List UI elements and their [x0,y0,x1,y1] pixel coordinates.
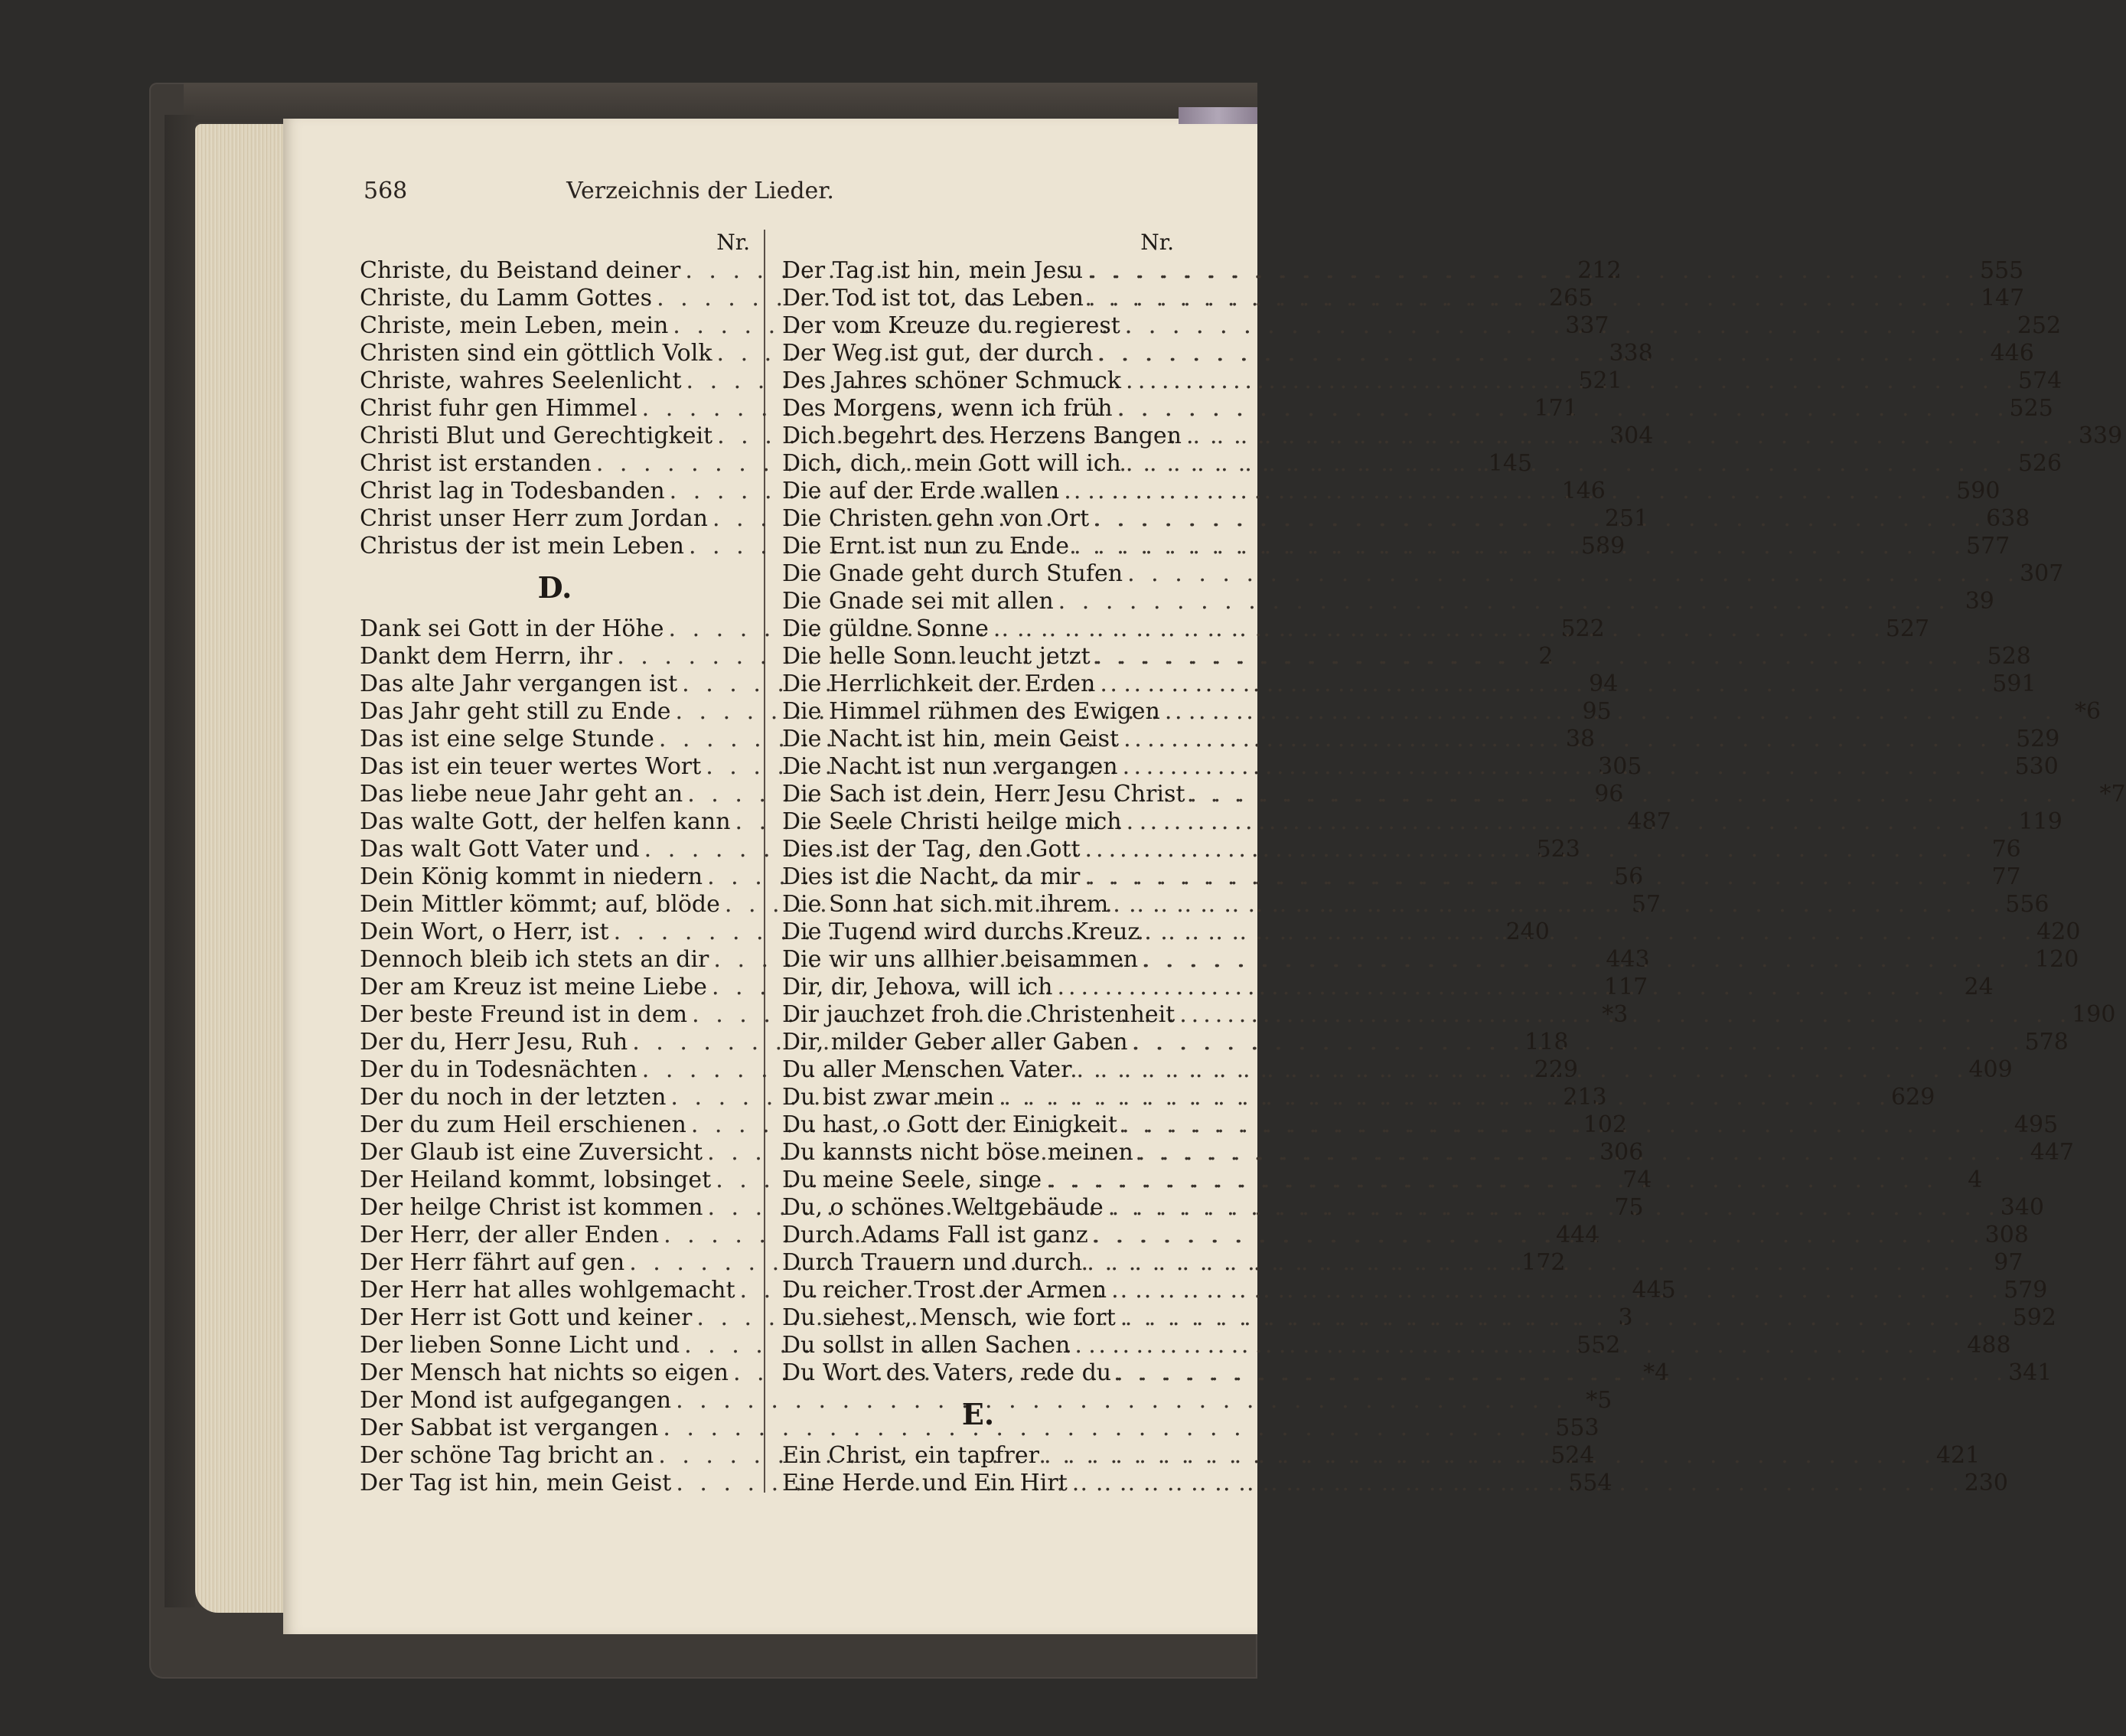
entry-title: Dankt dem Herrn, ihr [360,643,613,670]
leader-dots [1133,1139,2030,1167]
entry-number: 527 [1885,615,1930,642]
leader-dots [1107,1277,2003,1304]
entry-title: Dir jauchzet froh die Christenheit [782,1001,1175,1028]
entry-title: Der heilge Christ ist kommen [360,1194,703,1221]
leader-dots [1138,946,2034,974]
leader-dots [1175,1001,2071,1029]
entry-title: Dich begehrt des Herzens Bangen [782,423,1182,449]
entry-title: Christe, wahres Seelenlicht [360,367,682,394]
entry-number: 487 [1627,808,1671,835]
entry-number: 229 [1534,1056,1578,1083]
leader-dots [1118,753,2014,781]
entry-number: 57 [1631,891,1661,918]
entry-title: Die Gnade geht durch Stufen [782,560,1123,587]
entry-number: *3 [1602,1001,1629,1028]
entry-title: Der beste Freund ist in dem [360,1001,688,1028]
entry-number: 524 [1550,1442,1595,1469]
leader-dots [1082,1249,1978,1277]
entry-number: 446 [1990,340,2034,367]
entry-title: Der Heiland kommt, lobsinget [360,1167,712,1193]
entry-title: Dies ist der Tag, den Gott [782,836,1081,863]
entry-number: 75 [1614,1194,1644,1221]
entry-title: Dennoch bleib ich stets an dir [360,946,709,973]
leader-dots [1121,367,2017,395]
leader-dots [1080,863,1976,891]
entry-title: Des Morgens, wenn ich früh [782,395,1113,422]
entry-number: 102 [1583,1111,1628,1138]
entry-number: 528 [1987,643,2031,670]
entry-title: Christe, du Beistand deiner [360,257,681,284]
leader-dots [1122,808,2018,836]
entry-number: 305 [1598,753,1642,780]
entry-title: Die wir uns allhier beisammen [782,946,1139,973]
leader-dots [1095,671,1991,698]
entry-title: Du reicher Trost der Armen [782,1277,1107,1304]
entry-title: Christe, mein Leben, mein [360,312,669,339]
entry-title: Die Herrlichkeit der Erden [782,671,1096,697]
entry-number: 94 [1589,671,1619,697]
page-edges [195,124,287,1613]
entry-title: Die helle Sonn leucht jetzt [782,643,1091,670]
entry-number: 230 [1964,1470,2008,1496]
entry-title: Du hast, o Gott der Einigkeit [782,1111,1117,1138]
leader-dots [1081,836,1977,863]
entry-title: Christ fuhr gen Himmel [360,395,637,422]
entry-title: Der Sabbat ist vergangen [360,1415,659,1441]
leader-dots [1069,533,1965,560]
entry-title: Der Glaub ist eine Zuversicht [360,1139,703,1166]
entry-title: Du, o schönes Weltgebäude [782,1194,1104,1221]
entry-number: 529 [2016,726,2060,752]
leader-dots [1088,1222,1984,1249]
leader-dots [1039,1442,1935,1470]
entry-number: 591 [1992,671,2036,697]
leader-dots [1091,643,1987,671]
leader-dots [1111,1359,2007,1387]
index-entry [782,1304,2056,1332]
entry-title: Christ unser Herr zum Jordan [360,505,708,532]
number-label: Nr. [1140,230,1174,255]
page-header [364,178,892,208]
entry-number: 96 [1594,781,1624,808]
entry-number: 145 [1488,450,1533,477]
leader-dots [1128,1029,2024,1056]
entry-number: 117 [1603,974,1648,1000]
entry-title: Die Seele Christi heilge mich [782,808,1122,835]
entry-title: Du aller Menschen Vater [782,1056,1072,1083]
leader-dots [994,1084,1890,1111]
leader-dots [1120,312,2017,340]
entry-number: 556 [2005,891,2049,918]
entry-number: 525 [2009,395,2053,422]
entry-number: 118 [1524,1029,1569,1056]
entry-title: Das alte Jahr vergangen ist [360,671,678,697]
entry-number: *4 [1643,1359,1670,1386]
entry-number: 553 [1555,1415,1599,1441]
leader-dots [1140,919,2036,946]
entry-title: Eine Herde und Ein Hirt [782,1470,1068,1496]
leader-dots [1042,1167,1938,1194]
entry-title: Der schöne Tag bricht an [360,1442,654,1469]
index-entry [782,1001,2116,1029]
number-label: Nr. [716,230,750,255]
entry-number: *7 [2099,781,2126,808]
entry-title: Die güldne Sonne [782,615,989,642]
section-heading-d: D. [537,570,572,605]
leader-dots [1119,726,2015,753]
leader-dots [1123,560,2019,588]
entry-title: Das walte Gott, der helfen kann [360,808,731,835]
entry-title: Christus der ist mein Leben [360,533,684,560]
entry-title: Das walt Gott Vater und [360,836,640,863]
entry-title: Du siehest, Mensch, wie fort [782,1304,1116,1331]
entry-number: 56 [1614,863,1644,890]
entry-title: Durch Adams Fall ist ganz [782,1222,1088,1248]
entry-number: 339 [2078,423,2123,449]
entry-title: Des Jahres schöner Schmuck [782,367,1121,394]
bookmark-ribbon [1179,107,1257,124]
entry-title: Dir, milder Geber aller Gaben [782,1029,1128,1056]
entry-title: Der Tag ist hin, mein Geist [360,1470,672,1496]
entry-number: 265 [1549,285,1593,312]
entry-title: Du sollst in allen Sachen [782,1332,1071,1359]
entry-number: 77 [1991,863,2021,890]
entry-title: Dank sei Gott in der Höhe [360,615,664,642]
leader-dots [1089,505,1985,533]
entry-title: Du bist zwar mein [782,1084,995,1111]
entry-number: 95 [1582,698,1612,725]
entry-number: 120 [2035,946,2079,973]
entry-number: 341 [2008,1359,2053,1386]
entry-number: 579 [2004,1277,2048,1304]
entry-number: 574 [2017,367,2062,394]
entry-title: Der Mensch hat nichts so eigen [360,1359,729,1386]
entry-title: Du meine Seele, singe [782,1167,1042,1193]
entry-number: 338 [1609,340,1653,367]
entry-number: 578 [2024,1029,2069,1056]
leader-dots [1116,1304,2012,1332]
entry-number: 147 [1980,285,2025,312]
book-spine [165,115,195,1607]
entry-number: 495 [2014,1111,2059,1138]
entry-title: Der Weg ist gut, der durch [782,340,1094,367]
leader-dots [1104,1194,2000,1222]
leader-dots [1052,974,1948,1001]
entry-number: 638 [1986,505,2030,532]
entry-title: Der Tag ist hin, mein Jesu [782,257,1084,284]
entry-number: 589 [1580,533,1625,560]
entry-number: 119 [2018,808,2062,835]
entry-number: 146 [1561,478,1606,504]
entry-title: Der du noch in der letzten [360,1084,667,1111]
entry-title: Ein Christ, ein tapfrer [782,1442,1039,1469]
entry-number: 522 [1560,615,1605,642]
index-entry [782,588,1994,615]
entry-number: 421 [1935,1442,1981,1469]
leader-dots [1054,588,1950,615]
entry-title: Der du zum Heil erschienen [360,1111,686,1138]
entry-title: Die Gnade sei mit allen [782,588,1054,615]
leader-dots [1113,395,2009,423]
entry-number: 2 [1538,643,1554,670]
entry-title: Das ist eine selge Stunde [360,726,654,752]
leader-dots [1182,423,2078,450]
entry-number: *6 [2074,698,2102,725]
leader-dots [989,615,1885,643]
entry-number: 592 [2012,1304,2056,1331]
entry-title: Dein Wort, o Herr, ist [360,919,609,945]
leader-dots [1059,478,1955,505]
entry-number: 306 [1599,1139,1644,1166]
entry-title: Der du, Herr Jesu, Ruh [360,1029,628,1056]
entry-number: 213 [1563,1084,1607,1111]
entry-title: Der Mond ist aufgegangen [360,1387,672,1414]
entry-number: 212 [1577,257,1622,284]
entry-title: Der Herr, der aller Enden [360,1222,660,1248]
index-entry [782,560,2064,588]
entry-number: 172 [1521,1249,1566,1276]
entry-number: 251 [1604,505,1649,532]
entry-title: Das ist ein teuer wertes Wort [360,753,702,780]
entry-number: 3 [1618,1304,1633,1331]
entry-title: Dir, dir, Jehova, will ich [782,974,1053,1000]
entry-title: Christen sind ein göttlich Volk [360,340,712,367]
entry-number: 447 [2030,1139,2074,1166]
entry-title: Der Herr fährt auf gen [360,1249,625,1276]
entry-title: Dich, dich, mein Gott will ich [782,450,1121,477]
entry-number: 590 [1956,478,2000,504]
entry-title: Durch Trauern und durch [782,1249,1083,1276]
entry-title: Die Sach ist dein, Herr Jesu Christ [782,781,1185,808]
leader-dots [1070,1332,1966,1359]
leader-dots [1072,1056,1968,1084]
index-entry [782,643,2031,671]
index-entry [360,1415,1599,1442]
entry-number: 76 [1991,836,2021,863]
index-entry [360,1387,1612,1415]
entry-title: Du Wort des Vaters, rede du [782,1359,1112,1386]
entry-title: Christ ist erstanden [360,450,592,477]
leader-dots [1185,781,2081,808]
entry-number: 488 [1967,1332,2011,1359]
entry-number: 577 [1965,533,2010,560]
entry-number: 24 [1964,974,1994,1000]
entry-title: Dies ist die Nacht, da mir [782,863,1081,890]
section-heading-e: E. [961,1397,995,1431]
entry-number: 38 [1565,726,1596,752]
entry-number: *5 [1586,1387,1612,1414]
entry-title: Der Herr ist Gott und keiner [360,1304,693,1331]
entry-number: 521 [1578,367,1622,394]
entry-title: Der Tod ist tot, das Leben [782,285,1084,312]
leader-dots [1068,1470,1964,1497]
entry-title: Der vom Kreuze du regierest [782,312,1120,339]
leader-dots [1083,257,1979,285]
entry-number: 420 [2036,919,2081,945]
entry-number: 74 [1622,1167,1652,1193]
entry-title: Dein Mittler kömmt; auf, blöde [360,891,720,918]
entry-number: 252 [2017,312,2062,339]
entry-title: Der lieben Sonne Licht und [360,1332,680,1359]
entry-number: 629 [1891,1084,1935,1111]
entry-title: Der Herr hat alles wohlgemacht [360,1277,735,1304]
entry-number: 97 [1994,1249,2023,1276]
entry-title: Die auf der Erde wallen [782,478,1060,504]
entry-number: 526 [2017,450,2062,477]
entry-title: Die Christen gehn von Ort [782,505,1090,532]
entry-title: Dein König kommt in niedern [360,863,703,890]
entry-title: Die Sonn hat sich mit ihrem [782,891,1109,918]
running-title: Verzeichnis der Lieder. [566,178,834,204]
leader-dots [1117,1111,2014,1139]
entry-number: 555 [1980,257,2024,284]
entry-number: 39 [1965,588,1994,615]
entry-title: Du kannsts nicht böse meinen [782,1139,1133,1166]
entry-title: Die Himmel rühmen des Ewigen [782,698,1160,725]
entry-title: Die Tugend wird durchs Kreuz [782,919,1140,945]
entry-number: 443 [1606,946,1650,973]
entry-number: 445 [1632,1277,1676,1304]
leader-dots [1084,285,1980,312]
index-entry [782,1359,2053,1387]
entry-number: 4 [1968,1167,1983,1193]
entry-number: 304 [1609,423,1654,449]
entry-number: 409 [1968,1056,2013,1083]
entry-title: Der du in Todesnächten [360,1056,637,1083]
entry-title: Christi Blut und Gerechtigkeit [360,423,713,449]
entry-number: 337 [1565,312,1609,339]
entry-title: Christ lag in Todesbanden [360,478,665,504]
leader-dots [1121,450,2017,478]
entry-title: Der am Kreuz ist meine Liebe [360,974,707,1000]
book-cover-top [184,83,1257,122]
entry-title: Die Nacht ist nun vergangen [782,753,1118,780]
entry-title: Christe, du Lamm Gottes [360,285,653,312]
leader-dots [1160,698,2056,726]
entry-title: Das liebe neue Jahr geht an [360,781,683,808]
leader-dots [1094,340,1990,367]
entry-number: 552 [1577,1332,1621,1359]
entry-number: 171 [1534,395,1578,422]
entry-title: Die Ernt ist nun zu Ende [782,533,1070,560]
entry-title: Die Nacht ist hin, mein Geist [782,726,1120,752]
entry-number: 307 [2020,560,2064,587]
entry-number: 523 [1536,836,1580,863]
entry-number: 308 [1984,1222,2029,1248]
entry-number: 240 [1505,919,1550,945]
page-number: 568 [364,178,408,204]
entry-number: 530 [2014,753,2059,780]
leader-dots [1108,891,2004,919]
entry-number: 340 [2000,1194,2044,1221]
entry-number: 554 [1568,1470,1612,1496]
entry-title: Das Jahr geht still zu Ende [360,698,671,725]
entry-number: 190 [2072,1001,2116,1028]
entry-number: 444 [1556,1222,1600,1248]
